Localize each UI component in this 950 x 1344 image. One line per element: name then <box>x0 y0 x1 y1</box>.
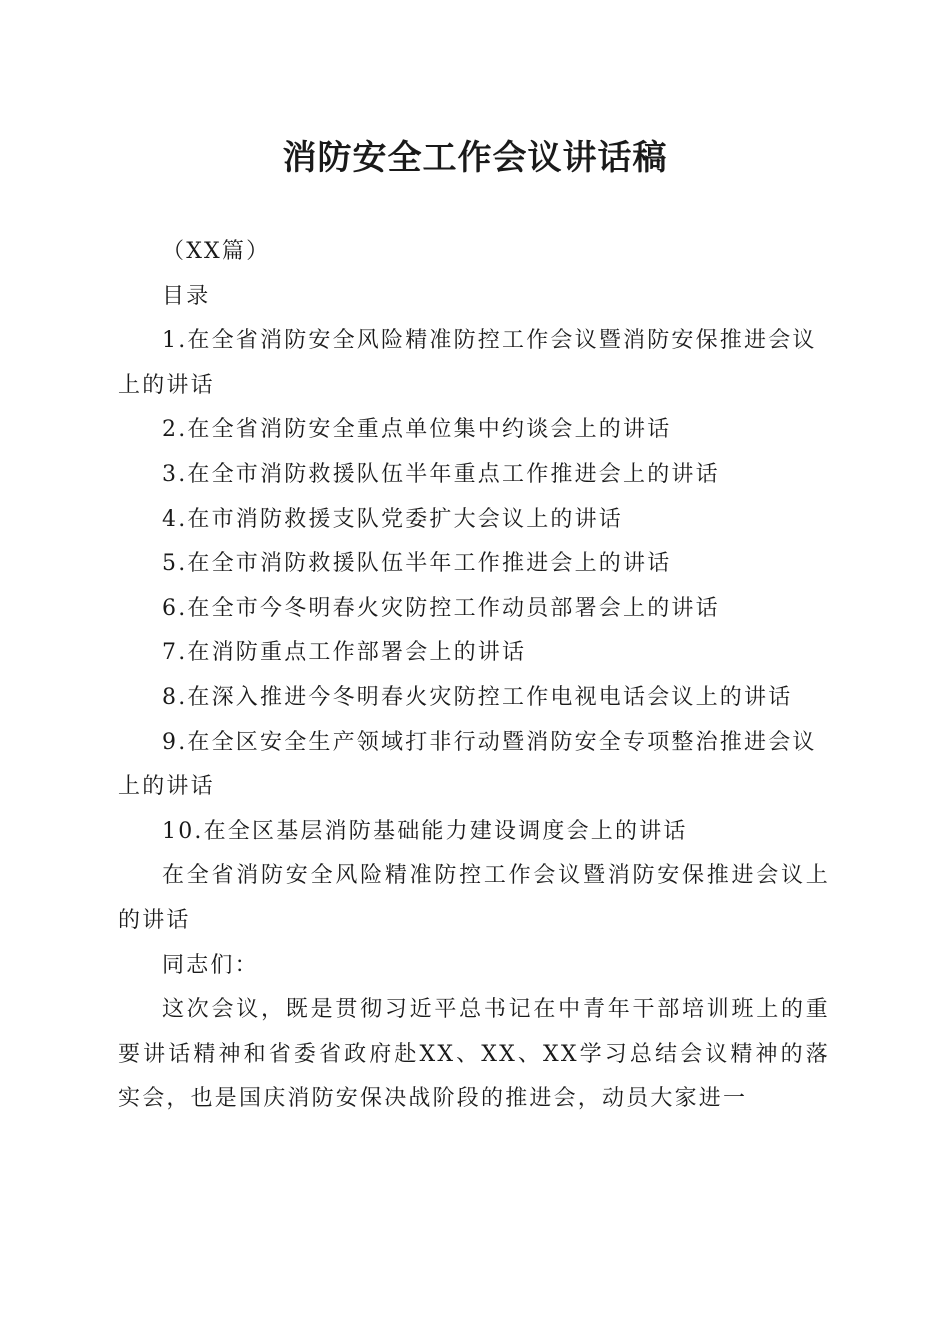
table-of-contents <box>118 319 830 854</box>
toc-item: 1.在全省消防安全风险精准防控工作会议暨消防安保推进会议上的讲话 <box>118 328 817 398</box>
toc-item: 7.在消防重点工作部署会上的讲话 <box>162 640 527 666</box>
toc-item: 4.在市消防救援支队党委扩大会议上的讲话 <box>162 506 623 532</box>
series-note: （XX篇） <box>162 239 271 264</box>
toc-item: 3.在全市消防救援队伍半年重点工作推进会上的讲话 <box>162 461 720 487</box>
body-paragraph: 这次会议，既是贯彻习近平总书记在中青年干部培训班上的重要讲话精神和省委省政府赴XX、XX、XX学习总结会议精神的落实会，也是国庆消防安保决战阶段的推进会，动员大家进一 <box>118 997 830 1112</box>
document-body <box>118 230 830 1122</box>
toc-item: 5.在全市消防救援队伍半年工作推进会上的讲话 <box>162 551 672 577</box>
salutation: 同志们： <box>162 952 259 978</box>
toc-item: 10.在全区基层消防基础能力建设调度会上的讲话 <box>162 818 688 844</box>
toc-item: 9.在全区安全生产领域打非行动暨消防安全专项整治推进会议上的讲话 <box>118 729 817 800</box>
toc-item: 2.在全省消防安全重点单位集中约谈会上的讲话 <box>162 417 672 443</box>
document-title: 消防安全工作会议讲话稿 <box>282 138 668 178</box>
toc-item: 6.在全市今冬明春火灾防控工作动员部署会上的讲话 <box>162 595 720 621</box>
toc-heading: 目录 <box>162 283 211 309</box>
speech-heading: 在全省消防安全风险精准防控工作会议暨消防安保推进会议上的讲话 <box>118 863 830 933</box>
toc-item: 8.在深入推进今冬明春火灾防控工作电视电话会议上的讲话 <box>162 684 793 710</box>
